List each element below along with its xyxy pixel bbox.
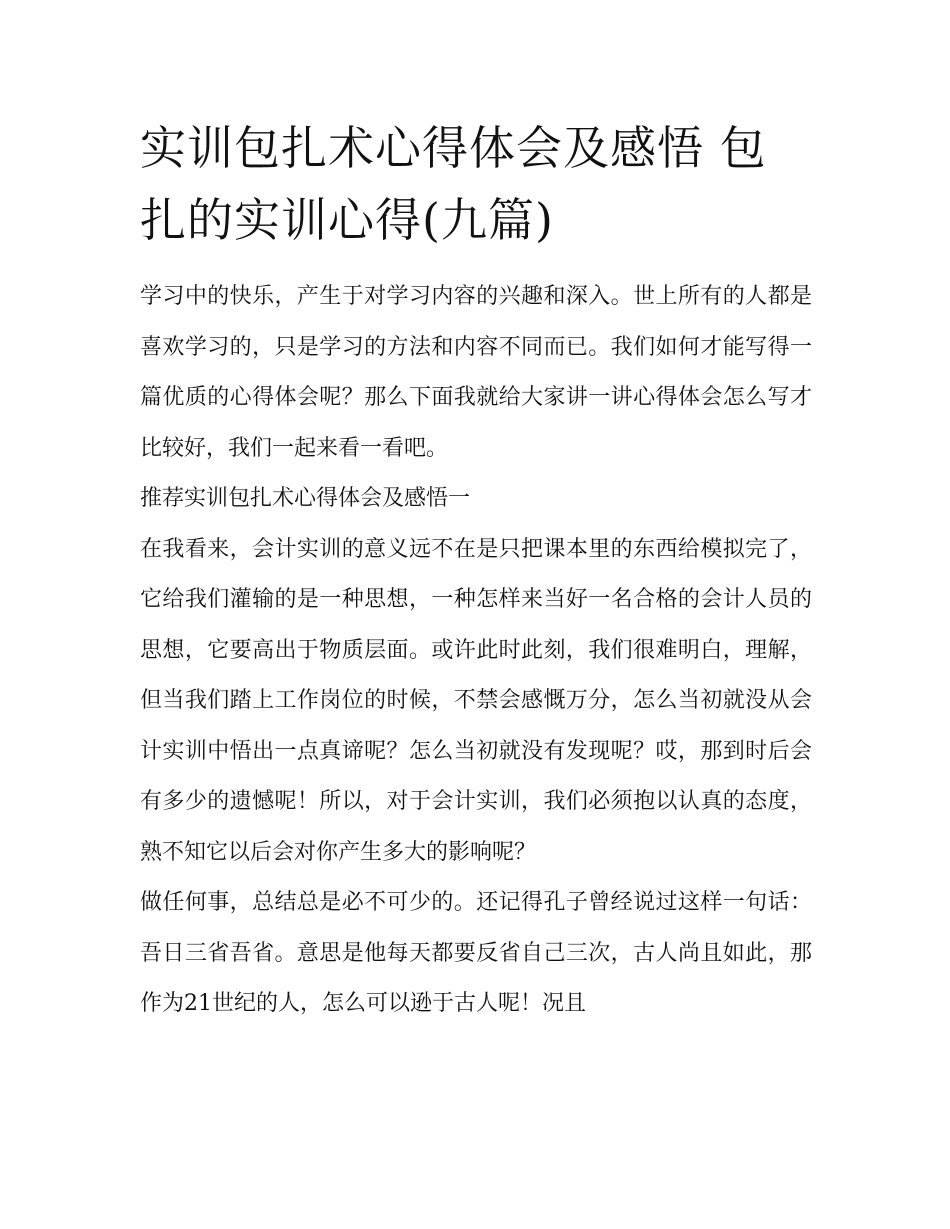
intro-paragraph: 学习中的快乐，产生于对学习内容的兴趣和深入。世上所有的人都是喜欢学习的，只是学习的方法和内容不同而已。我们如何才能写得一篇优质的心得体会呢？那么下面我就给大家讲一讲心得体会怎么写才比较好，我们一起来看一看吧。 [140, 284, 812, 461]
document-title: 实训包扎术心得体会及感悟 包扎的实训心得(九篇) [140, 121, 767, 247]
section-heading: 推荐实训包扎术心得体会及感悟一 [140, 486, 471, 511]
document-body [140, 272, 812, 1030]
document-page [140, 112, 812, 1030]
body-paragraph: 在我看来，会计实训的意义远不在是只把课本里的东西给模拟完了，它给我们灌输的是一种思想，一种怎样来当好一名合格的会计人员的思想，它要高出于物质层面。或许此时此刻，我们很难明白，理解，但当我们踏上工作岗位的时候，不禁会感慨万分，怎么当初就没从会计实训中悟出一点真谛呢？怎么当初就没有发现呢？哎，那到时后会有多少的遗憾呢！所以，对于会计实训，我们必须抱以认真的态度，熟不知它以后会对你产生多大的影响呢？ [140, 536, 812, 865]
body-paragraph: 做任何事，总结总是必不可少的。还记得孔子曾经说过这样一句话：吾日三省吾省。意思是他每天都要反省自己三次，古人尚且如此，那作为21世纪的人，怎么可以逊于古人呢！况且 [140, 890, 812, 1016]
